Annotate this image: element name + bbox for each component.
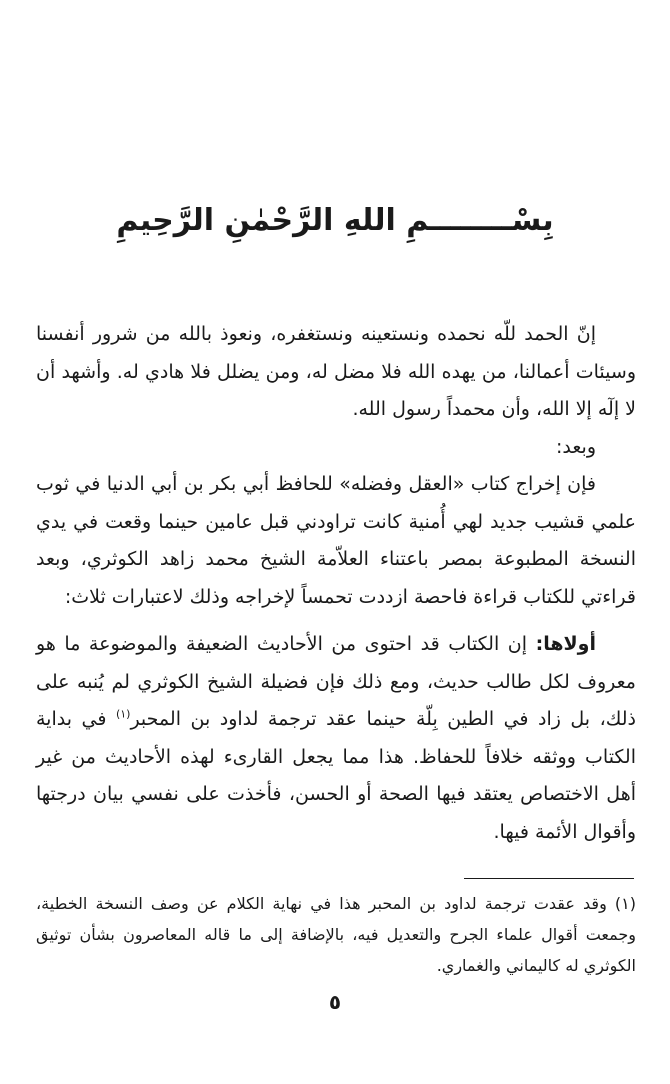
page-number: ٥ [328,990,342,1014]
first-point-paragraph [36,626,636,851]
purpose-paragraph: فإن إخراج كتاب «العقل وفضله» للحافظ أبي بكر بن أبي الدنيا في ثوب علمي قشيب جديد لهي أُمنية كانت تراودني قبل عامين حينما وقعت في يدي النسخة المطبوعة بمصر باعتناء العلاّمة الشيخ محمد زاهد الكوثري، وبعد قراءتي للكتاب قراءة فاحصة ازددت تحمساً لإخراجه وذلك لاعتبارات ثلاث: [36,473,636,608]
footnote [36,888,636,981]
transition-line: وبعد: [555,435,596,458]
first-point-text-b: في بداية الكتاب ووثقه خلافاً للحفاظ. هذا مما يجعل القارىء لهذه الأحاديث من غير أهل الاختصاص يعتقد فيها الصحة أو الحسن، فأخذت على نفسي بيان درجتها وأقوال الأئمة فيها. [36,708,636,843]
intro-paragraph: إنّ الحمد للّه نحمده ونستعينه ونستغفره، ونعوذ بالله من شرور أنفسنا وسيئات أعمالنا، من يهده الله فلا مضل له، ومن يضلل فلا هادي له. وأشهد أن لا إلٓه إلا الله، وأن محمداً رسول الله. [36,323,636,420]
footnote-marker: (١) [115,707,131,721]
main-text [36,316,636,851]
basmala-heading: بِسْــــــــمِ اللهِ الرَّحْمٰنِ الرَّحِيمِ [116,203,554,238]
first-point-text-a: إن الكتاب قد احتوى من الأحاديث الضعيفة والموضوعة ما هو معروف لكل طالب حديث، ومع ذلك فإن فضيلة الشيخ الكوثري لم يُنبه على ذلك، بل زاد في الطين بِلّة حينما عقد ترجمة لداود بن المحبر [36,633,636,730]
footnote-divider [464,878,634,879]
first-point-label: أولاها: [535,633,597,655]
footnote-text: (١) وقد عقدت ترجمة لداود بن المحبر هذا في نهاية الكلام عن وصف النسخة الخطية، وجمعت أقوال علماء الجرح والتعديل فيه، بالإضافة إلى ما قاله المعاصرون بشأن توثيق الكوثري له كاليماني والغماري. [36,894,636,975]
paragraph-gap [36,616,636,626]
